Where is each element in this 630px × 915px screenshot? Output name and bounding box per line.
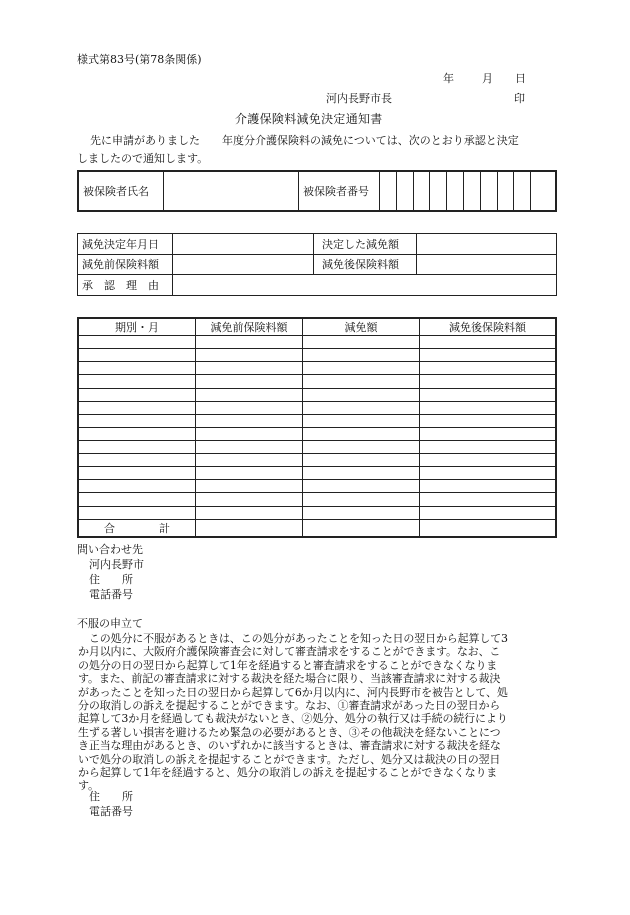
table-cell xyxy=(78,480,196,493)
table-row xyxy=(78,441,556,454)
total-cell xyxy=(420,519,557,537)
table-cell xyxy=(196,467,303,480)
table-cell xyxy=(196,427,303,440)
table-cell xyxy=(196,362,303,375)
approval-reason-value xyxy=(173,275,557,296)
table-cell xyxy=(78,388,196,401)
table-cell xyxy=(196,388,303,401)
table-cell xyxy=(196,336,303,349)
table-row xyxy=(78,375,556,388)
table-cell xyxy=(420,388,557,401)
approval-reason-label: 承 認 理 由 xyxy=(78,275,173,296)
decided-amount-value xyxy=(417,234,557,255)
table-cell xyxy=(78,349,196,362)
table-cell xyxy=(78,467,196,480)
table-cell xyxy=(420,362,557,375)
table-cell xyxy=(420,349,557,362)
table-cell xyxy=(420,441,557,454)
table-row xyxy=(78,506,556,519)
detail-header-row xyxy=(78,318,556,336)
digit-cell xyxy=(463,171,480,211)
objection-line: か月以内に、大阪府介護保険審査会に対して審査請求をすることができます。なお、こ xyxy=(78,645,501,659)
objection-line: 分の取消しの訴えを提起することができます。なお、①審査請求があった日の翌日から xyxy=(78,699,501,712)
objection-line: 生ずる著しい損害を避けるため緊急の必要があるとき、③その他裁決を経ないことにつ xyxy=(78,725,501,739)
insured-number-label: 被保険者番号 xyxy=(299,171,380,211)
digit-cell xyxy=(396,171,413,211)
document-title: 介護保険料減免決定通知書 xyxy=(235,112,383,126)
table-cell xyxy=(420,414,557,427)
contact-address-label: 住 所 xyxy=(89,573,133,586)
table-cell xyxy=(196,401,303,414)
table-cell xyxy=(420,427,557,440)
table-cell xyxy=(78,427,196,440)
intro-line-2: しましたので通知します。 xyxy=(77,152,209,165)
contact-heading: 問い合わせ先 xyxy=(77,543,143,556)
issuer-name: 河内長野市長 xyxy=(326,92,392,105)
table-cell xyxy=(196,480,303,493)
table-cell xyxy=(303,401,420,414)
digit-cell xyxy=(447,171,464,211)
table-cell xyxy=(78,414,196,427)
table-cell xyxy=(303,506,420,519)
objection-line: の処分の日の翌日から起算して1年を経過すると審査請求をすることができなくなりま xyxy=(78,658,498,672)
table-cell xyxy=(303,493,420,506)
objection-line: す。 xyxy=(78,779,99,793)
objection-heading: 不服の申立て xyxy=(77,617,143,630)
date-day-label: 日 xyxy=(515,72,526,85)
table-cell xyxy=(303,349,420,362)
table-cell xyxy=(78,362,196,375)
digit-cell xyxy=(514,171,531,211)
objection-line: き正当な理由があるとき、のいずれかに該当するときは、審査請求に対する裁決を経な xyxy=(78,739,501,753)
table-cell xyxy=(303,467,420,480)
table-cell xyxy=(78,441,196,454)
after-premium-label: 減免後保険料額 xyxy=(314,254,417,275)
table-cell xyxy=(303,441,420,454)
table-cell xyxy=(196,506,303,519)
total-cell xyxy=(303,519,420,537)
objection-line: があったことを知った日の翌日から起算して6か月以内に、河内長野市を被告として、処 xyxy=(78,685,508,699)
before-premium-label: 減免前保険料額 xyxy=(78,254,173,275)
digit-cell xyxy=(380,171,397,211)
table-cell xyxy=(420,480,557,493)
total-cell xyxy=(196,519,303,537)
table-cell xyxy=(303,427,420,440)
table-cell xyxy=(303,336,420,349)
insured-name-value xyxy=(164,171,299,211)
table-row xyxy=(78,336,556,349)
objection-line: この処分に不服があるときは、この処分があったことを知った日の翌日から起算して3 xyxy=(78,632,508,645)
digit-cell xyxy=(413,171,430,211)
table-cell xyxy=(78,336,196,349)
header-before: 減免前保険料額 xyxy=(196,318,303,336)
table-cell xyxy=(303,362,420,375)
table-cell xyxy=(420,493,557,506)
objection-line: から起算して1年を経過すると、処分の取消しの訴えを提起することができなくなりま xyxy=(78,766,498,779)
digit-cell xyxy=(531,171,556,211)
insured-table xyxy=(77,170,557,212)
after-premium-value xyxy=(417,254,557,275)
header-reduction: 減免額 xyxy=(303,318,420,336)
date-year-label: 年 xyxy=(443,72,454,85)
table-cell xyxy=(196,493,303,506)
decision-table xyxy=(77,233,557,296)
table-cell xyxy=(196,349,303,362)
table-cell xyxy=(420,454,557,467)
table-cell xyxy=(420,506,557,519)
table-cell xyxy=(303,414,420,427)
table-row xyxy=(78,362,556,375)
form-number: 様式第83号(第78条関係) xyxy=(77,53,202,66)
contact-org: 河内長野市 xyxy=(89,558,144,571)
table-row xyxy=(78,427,556,440)
table-cell xyxy=(78,506,196,519)
table-cell xyxy=(303,388,420,401)
table-cell xyxy=(303,480,420,493)
table-cell xyxy=(78,375,196,388)
seal-mark: 印 xyxy=(514,92,525,105)
table-cell xyxy=(303,375,420,388)
intro-line-1: 先に申請がありました 年度分介護保険料の減免については、次のとおり承認と決定 xyxy=(90,134,519,147)
insured-name-label: 被保険者氏名 xyxy=(78,171,164,211)
digit-cell xyxy=(480,171,497,211)
header-after: 減免後保険料額 xyxy=(420,318,557,336)
total-label: 合 計 xyxy=(78,519,196,537)
table-row xyxy=(78,493,556,506)
decision-date-label: 減免決定年月日 xyxy=(78,234,173,255)
table-row xyxy=(78,414,556,427)
decided-amount-label: 決定した減免額 xyxy=(314,234,417,255)
table-cell xyxy=(196,375,303,388)
table-cell xyxy=(420,401,557,414)
table-cell xyxy=(420,336,557,349)
table-cell xyxy=(303,454,420,467)
table-row xyxy=(78,388,556,401)
decision-date-value xyxy=(173,234,314,255)
digit-cell xyxy=(430,171,447,211)
table-row xyxy=(78,401,556,414)
date-month-label: 月 xyxy=(482,72,493,85)
header-period: 期別・月 xyxy=(78,318,196,336)
contact-phone-label: 電話番号 xyxy=(89,588,133,601)
before-premium-value xyxy=(173,254,314,275)
table-row xyxy=(78,467,556,480)
table-cell xyxy=(420,467,557,480)
table-cell xyxy=(420,375,557,388)
table-row xyxy=(78,480,556,493)
table-cell xyxy=(196,454,303,467)
table-cell xyxy=(78,454,196,467)
objection-phone-label: 電話番号 xyxy=(89,805,133,818)
table-cell xyxy=(196,414,303,427)
objection-line: す。また、前記の審査請求に対する裁決を経た場合に限り、当該審査請求に対する裁決 xyxy=(78,672,501,686)
digit-cell xyxy=(497,171,514,211)
table-row xyxy=(78,454,556,467)
table-cell xyxy=(196,441,303,454)
objection-line: 起算して3か月を経過しても裁決がないとき、②処分、処分の執行又は手続の続行により xyxy=(78,712,508,726)
table-cell xyxy=(78,401,196,414)
objection-address-label: 住 所 xyxy=(89,790,133,803)
objection-line: いで処分の取消しの訴えを提起することができます。ただし、処分又は裁決の日の翌日 xyxy=(78,752,501,766)
total-row xyxy=(78,519,556,537)
detail-table xyxy=(77,317,557,538)
table-cell xyxy=(78,493,196,506)
table-row xyxy=(78,349,556,362)
